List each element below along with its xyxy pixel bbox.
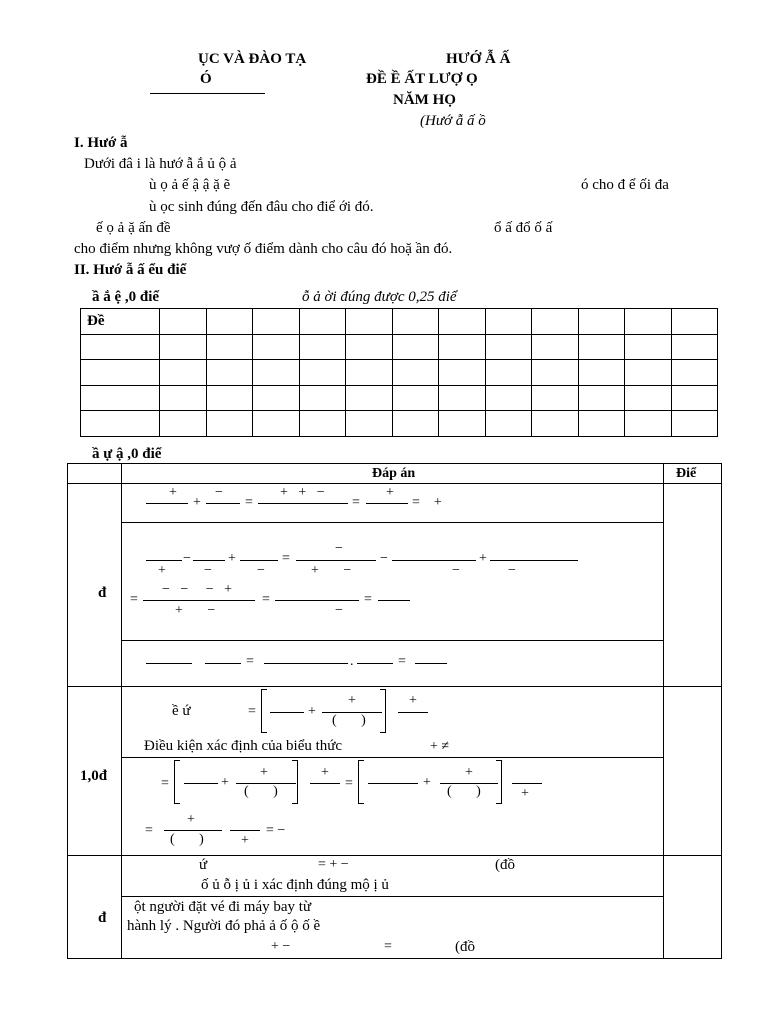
row3-score-label: đ	[98, 910, 107, 926]
row3-line5-equals: =	[384, 939, 392, 954]
row3-line1-left: ứ	[199, 857, 208, 873]
section1-line-6: ổ ấ đổ ố ấ	[494, 220, 553, 236]
section2-heading: II. Hướ ẫ ấ ểu điể	[74, 262, 187, 278]
part1-title: ầ ắ ệ ,0 điể	[92, 289, 160, 305]
row1-score-label: đ	[98, 585, 107, 601]
row3-line3: ột người đặt vé đi máy bay từ	[134, 899, 312, 915]
row3-line4: hành lý . Người đó phả ả ố ộ ố ề	[127, 918, 321, 934]
header-right-line4: (Hướ ẫ ấ ồ	[420, 113, 486, 129]
section1-line-3: ó cho đ ể ối đa	[581, 177, 669, 193]
row3-line1-right: (đồ	[495, 857, 515, 873]
row3-line5-symbols: + −	[271, 939, 291, 954]
section1-line-5: ế ọ ả ặ ấn đề	[96, 220, 171, 236]
part2-title: ầ ự ậ ,0 điể	[92, 446, 162, 462]
answer-grid	[80, 308, 718, 437]
row3-line1-mid: = + −	[318, 857, 349, 872]
row3-line5-right: (đồ	[455, 939, 475, 955]
row3-line2: ố ủ ỗ ị ủ i xác định đúng mộ ị ủ	[201, 877, 389, 893]
section1-heading: I. Hướ ẫ	[74, 135, 128, 151]
row2-expression-text: ề ứ	[172, 703, 191, 719]
section1-line-4: ù ọc sinh đúng đến đâu cho điể ới đó.	[149, 199, 374, 215]
main-table-header-score: Điể	[676, 466, 697, 481]
header-underline	[150, 93, 265, 94]
section1-line-1: Dưới đâ i là hướ ẫ ắ ủ ộ ả	[84, 156, 237, 172]
row2-score-label: 1,0đ	[80, 768, 108, 784]
row2-condition-text: Điều kiện xác định của biểu thức	[144, 738, 343, 754]
part1-note: ỗ ả ời đúng được 0,25 điể	[302, 289, 457, 305]
section1-line-7: cho điểm nhưng không vượ ố điểm dành cho câu đó hoặ ần đó.	[74, 241, 453, 257]
section1-line-2: ù ọ ả ế ậ ậ ặ ẽ	[149, 177, 231, 193]
row2-condition-symbols: + ≠	[430, 739, 450, 754]
header-right-line2: ĐỀ Ề ẤT LƯỢ Ọ	[366, 71, 478, 87]
answer-grid-header: Đề	[81, 309, 160, 335]
header-right-line1: HƯỚ Ẫ Ấ	[446, 51, 511, 67]
main-table-header-answer: Đáp án	[372, 466, 416, 481]
main-table	[67, 463, 722, 959]
header-left-line1: ỤC VÀ ĐÀO TẠ	[198, 51, 307, 67]
header-right-line3: NĂM HỌ	[393, 92, 456, 108]
header-left-line2: Ó	[200, 71, 212, 87]
